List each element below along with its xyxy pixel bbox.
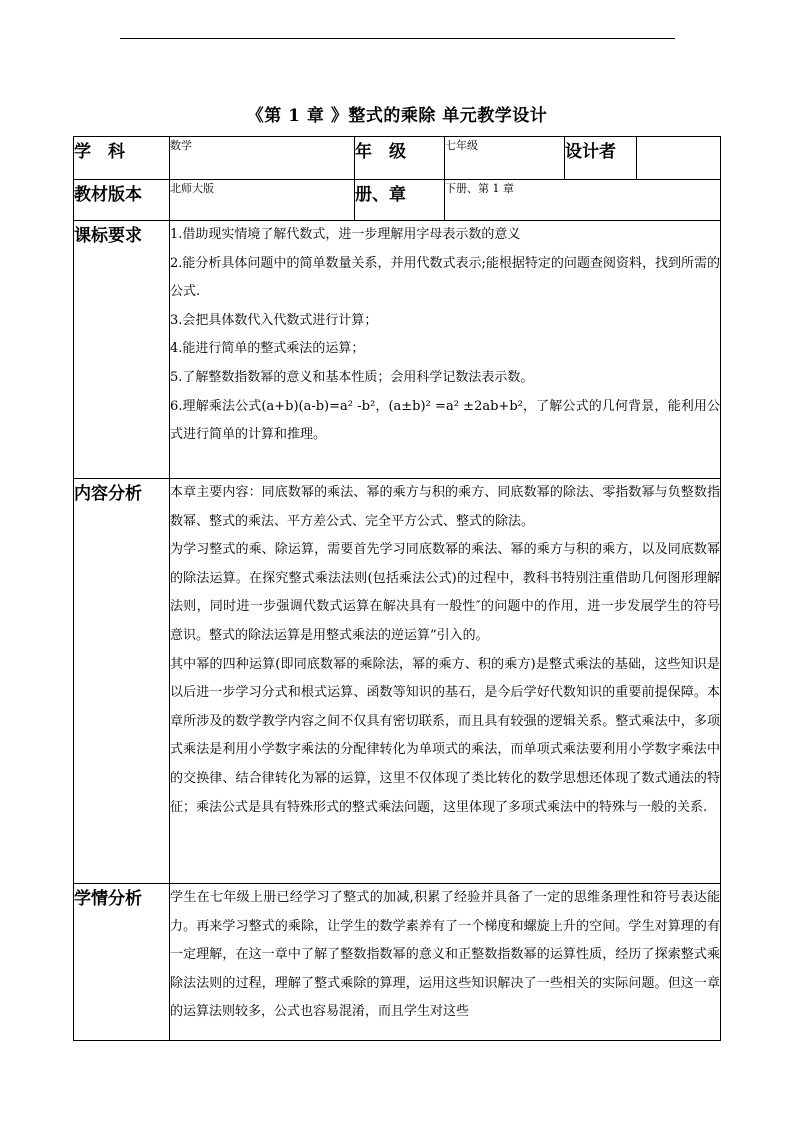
curriculum-line: 3.会把具体数代入代数式进行计算； — [170, 312, 378, 328]
edition-label: 教材版本 — [74, 180, 170, 221]
content-label: 内容分析 — [74, 479, 170, 884]
curriculum-row — [74, 221, 721, 479]
content-row — [74, 479, 721, 884]
content-analysis — [170, 479, 721, 884]
header-rule — [120, 38, 675, 39]
edition-row — [74, 180, 721, 221]
curriculum-line: 5.了解整数指数幂的意义和基本性质；会用科学记数法表示数。 — [170, 369, 534, 385]
curriculum-label: 课标要求 — [74, 221, 170, 479]
content-paragraph: 为学习整式的乘、除运算，需要首先学习同底数幂的乘法、幂的乘方与积的乘方，以及同底数幂的除法运算。在探究整式乘法法则(包括乘法公式)的过程中，教科书特别注重借助几何图形理解法则，同时进一步强调代数式运算在解决具有一般性″的问题中的作用，进一步发展学生的符号意识。整式的除法运算是用整式乘法的逆运算”引入的。 — [170, 542, 720, 643]
grade-value: 七年级 — [445, 137, 565, 180]
grade-label: 年 级 — [355, 137, 445, 180]
curriculum-line: 6.理解乘法公式(a+b)(a-b)=a² -b²，(a±b)² =a² ±2ab+b²，了解公式的几何背景，能利用公式进行简单的计算和推理。 — [170, 398, 720, 443]
volume-value: 下册、第 1 章 — [445, 180, 721, 221]
designer-value — [637, 137, 721, 180]
students-label: 学情分析 — [74, 884, 170, 1041]
students-row — [74, 884, 721, 1041]
edition-value: 北师大版 — [170, 180, 355, 221]
page-title: 《第 1 章 》整式的乘除 单元教学设计 — [246, 106, 548, 126]
volume-label: 册、章 — [355, 180, 445, 221]
subject-row — [74, 137, 721, 180]
designer-label: 设计者 — [565, 137, 637, 180]
curriculum-line: 1.借助现实情境了解代数式，进一步理解用字母表示数的意义 — [170, 227, 521, 242]
curriculum-content — [170, 221, 721, 479]
curriculum-line: 4.能进行简单的整式乘法的运算； — [170, 341, 365, 357]
curriculum-line: 2.能分析具体问题中的简单数量关系，并用代数式表示;能根据特定的问题查阅资料，找到所需的公式. — [170, 255, 720, 300]
design-table — [73, 136, 721, 1041]
subject-value: 数学 — [170, 137, 355, 180]
content-paragraph: 本章主要内容：同底数幂的乘法、幂的乘方与积的乘方、同底数幂的除法、零指数幂与负整数指数幂、整式的乘法、平方差公式、完全平方公式、整式的除法。 — [170, 485, 720, 529]
students-analysis — [170, 884, 721, 1041]
students-paragraph: 学生在七年级上册已经学习了整式的加减,积累了经验并具备了一定的思维条理性和符号表达能力。再来学习整式的乘除，让学生的数学素养有了一个梯度和螺旋上升的空间。学生对算理的有一定理解，在这一章中了解了整数指数幂的意义和正整数指数幂的运算性质，经历了探索整式乘除法法则的过程，理解了整式乘除的算理，运用这些知识解决了一些相关的实际问题。但这一章的运算法则较多，公式也容易混淆，而且学生对这些 — [170, 890, 720, 1020]
subject-label: 学 科 — [74, 137, 170, 180]
content-paragraph: 其中幂的四种运算(即同底数幂的乘除法，幂的乘方、积的乘方)是整式乘法的基础，这些知识是以后进一步学习分式和根式运算、函数等知识的基石，是今后学好代数知识的重要前提保障。本章所涉及的数学教学内容之间不仅具有密切联系，而且具有较强的逻辑关系。整式乘法中，多项式乘法是利用小学数字乘法的分配律转化为单项式的乘法，而单项式乘法要利用小学数字乘法中的交换律、结合律转化为幂的运算，这里不仅体现了类比转化的数学思想还体现了数式通法的特征；乘法公式是具有特殊形式的整式乘法问题，这里体现了多项式乘法中的特殊与一般的关系. — [170, 656, 720, 815]
